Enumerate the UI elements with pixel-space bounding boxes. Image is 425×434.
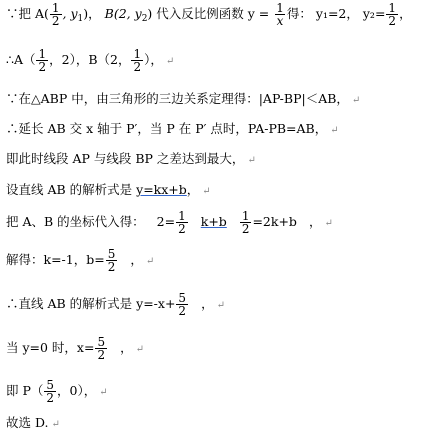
denominator: 2: [178, 222, 186, 236]
denominator: 2: [388, 14, 397, 28]
text: ），: [144, 52, 163, 67]
fraction: [176, 292, 188, 317]
denominator: 2: [241, 222, 250, 236]
text: =2k+b: [252, 214, 297, 229]
return-mark-icon: ↵: [324, 218, 333, 229]
fraction: [36, 48, 48, 73]
denominator: 2: [46, 391, 55, 405]
return-mark-icon: ↵: [247, 155, 256, 166]
numerator: 1: [276, 1, 284, 15]
text: ∴延长 AB 交 x 轴于 P′，当 P 在 P′ 点时，PA-PB=AB，: [6, 121, 328, 136]
text: 设直线 AB 的解析式是: [6, 182, 137, 197]
text: k+b: [200, 214, 227, 229]
fraction: [44, 379, 56, 404]
text: 即 P（: [6, 383, 44, 398]
numerator: 5: [107, 247, 116, 261]
solution-line-11: [6, 379, 108, 404]
return-mark-icon: ↵: [145, 256, 155, 267]
numerator: 5: [97, 335, 106, 349]
fraction: [106, 248, 118, 273]
return-mark-icon: ↵: [135, 344, 145, 355]
text: 2=: [156, 214, 176, 229]
numerator: 1: [51, 1, 60, 15]
text: 把 A、B 的坐标代入得：: [6, 214, 145, 229]
text: 即此时线段 AP 与线段 BP 之差达到最大，: [6, 151, 245, 166]
solution-line-8: [6, 248, 154, 273]
text: ∴直线 AB 的解析式是 y=-x+: [6, 296, 176, 311]
denominator: 2: [97, 348, 106, 362]
numerator: 1: [178, 209, 186, 223]
denominator: 2: [51, 14, 60, 28]
text: ，: [201, 296, 214, 311]
numerator: 1: [241, 209, 250, 223]
text: ，: [130, 252, 143, 267]
fraction: [176, 210, 188, 235]
return-mark-icon: ↵: [202, 186, 211, 197]
solution-line-10: [6, 336, 144, 361]
text: ) 代入反比例函数 y =: [147, 6, 270, 21]
text: ，: [186, 182, 200, 197]
return-mark-icon: ↵: [99, 387, 108, 398]
text: B(2, y: [104, 6, 142, 21]
text: , y: [62, 6, 78, 21]
subscript: 2: [141, 14, 148, 24]
text: ，: [399, 6, 412, 21]
text: ，2），B（2，: [49, 52, 131, 67]
text: )，: [83, 6, 101, 21]
numerator: 1: [388, 1, 397, 15]
return-mark-icon: ↵: [330, 125, 339, 136]
return-mark-icon: ↵: [351, 95, 361, 106]
solution-line-2: [6, 48, 174, 73]
fraction: [386, 2, 398, 27]
return-mark-icon: ↵: [216, 300, 225, 311]
text: ，: [308, 214, 322, 229]
numerator: 5: [46, 378, 55, 392]
text: ∴A（: [6, 52, 36, 67]
text: ∵在△ABP 中，由三角形的三边关系定理得：|AP-BP|＜AB，: [6, 91, 349, 106]
fraction: [95, 336, 107, 361]
solution-line-6: [6, 183, 211, 199]
numerator: 5: [178, 291, 187, 305]
solution-line-5: [6, 152, 256, 168]
denominator: x: [276, 14, 284, 28]
denominator: 2: [38, 60, 47, 74]
return-mark-icon: ↵: [51, 419, 60, 430]
fraction: [131, 48, 143, 73]
return-mark-icon: ↵: [165, 56, 175, 67]
solution-line-9: [6, 292, 225, 317]
denominator: 2: [178, 304, 187, 318]
solution-line-3: [6, 92, 360, 108]
text: y₂=: [362, 6, 386, 21]
solution-line-12: [6, 416, 60, 432]
numerator: 1: [38, 47, 47, 61]
text: y=kx+b: [136, 182, 187, 197]
text: y₁=2，: [315, 6, 359, 21]
denominator: 2: [107, 260, 116, 274]
text: 故选 D.: [6, 415, 49, 430]
text: 解得：k=-1，b=: [6, 252, 105, 267]
solution-line-4: [6, 122, 339, 138]
fraction: [240, 210, 252, 235]
denominator: 2: [133, 60, 142, 74]
fraction: [274, 2, 286, 27]
text: ，0），: [57, 383, 97, 398]
solution-line-1: [6, 2, 412, 27]
subscript: 1: [77, 14, 84, 24]
text: 当 y=0 时，x=: [6, 340, 95, 355]
fraction: [50, 2, 62, 27]
numerator: 1: [133, 47, 142, 61]
text: 得：: [286, 6, 312, 21]
text: ，: [120, 340, 133, 355]
text: ∵把 A(: [6, 6, 49, 21]
solution-line-7: [6, 210, 333, 235]
